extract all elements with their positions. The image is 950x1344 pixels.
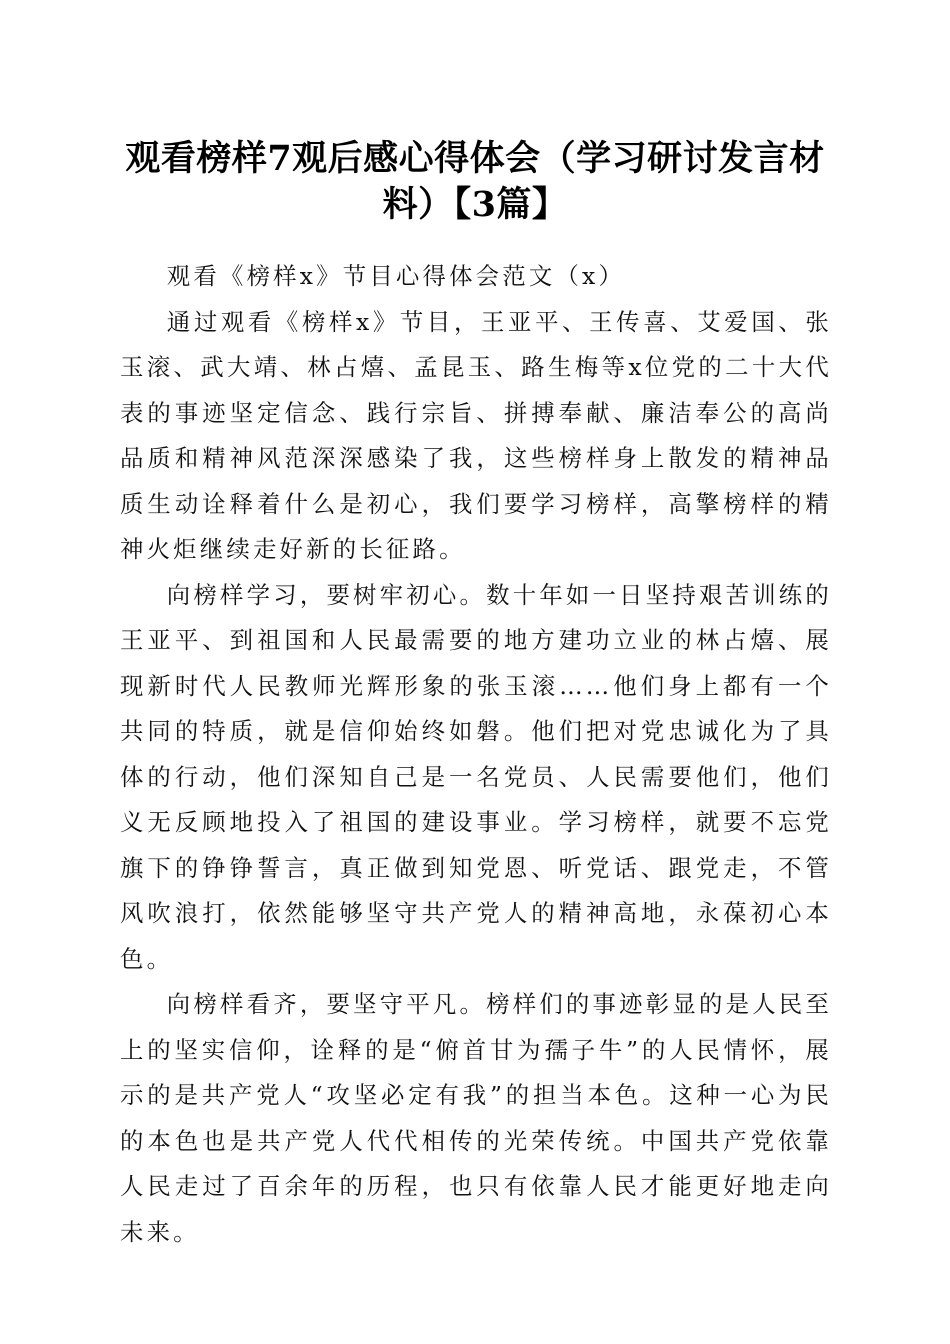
document-body: [120, 254, 832, 1255]
section-heading: 观看《榜样x》节目心得体会范文（x）: [166, 262, 626, 290]
document-title: 观看榜样7观后感心得体会（学习研讨发言材料）【3篇】: [125, 138, 825, 225]
paragraph: 通过观看《榜样x》节目，王亚平、王传喜、艾爱国、张玉滚、武大靖、林占熺、孟昆玉、路生梅等x位党的二十大代表的事迹坚定信念、践行宗旨、拼搏奉献、廉洁奉公的高尚品质和精神风范深深感染了我，这些榜样身上散发的精神品质生动诠释着什么是初心，我们要学习榜样，高擎榜样的精神火炬继续走好新的长征路。: [120, 307, 832, 563]
paragraph: 向榜样看齐，要坚守平凡。榜样们的事迹彰显的是人民至上的坚实信仰，诠释的是“俯首甘为孺子牛”的人民情怀，展示的是共产党人“攻坚必定有我”的担当本色。这种一心为民的本色也是共产党人代代相传的光荣传统。中国共产党依靠人民走过了百余年的历程，也只有依靠人民才能更好地走向未来。: [120, 990, 832, 1246]
paragraph: 向榜样学习，要树牢初心。数十年如一日坚持艰苦训练的王亚平、到祖国和人民最需要的地方建功立业的林占熺、展现新时代人民教师光辉形象的张玉滚……他们身上都有一个共同的特质，就是信仰始终如磐。他们把对党忠诚化为了具体的行动，他们深知自己是一名党员、人民需要他们，他们义无反顾地投入了祖国的建设事业。学习榜样，就要不忘党旗下的铮铮誓言，真正做到知党恩、听党话、跟党走，不管风吹浪打，依然能够坚守共产党人的精神高地，永葆初心本色。: [120, 580, 832, 973]
